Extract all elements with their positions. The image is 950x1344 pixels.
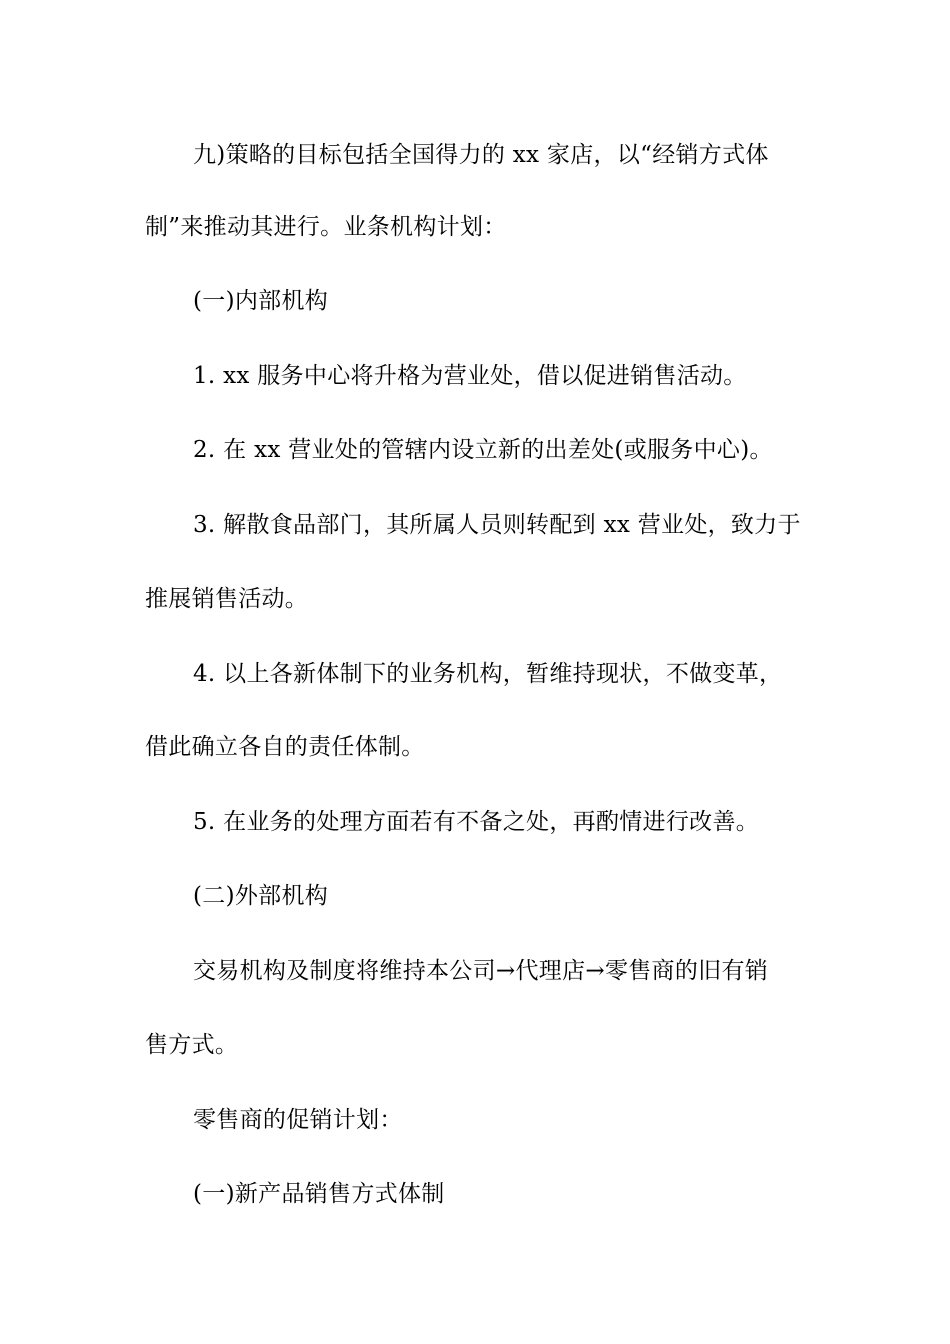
list-item-3-line-2: 推展销售活动。 <box>145 586 309 612</box>
heading-external-organization: (二)外部机构 <box>193 883 329 909</box>
list-item-1: 1. xx 服务中心将升格为营业处，借以促进销售活动。 <box>193 363 747 389</box>
heading-retailer-promotion: 零售商的促销计划： <box>193 1107 403 1133</box>
list-item-2: 2. 在 xx 营业处的管辖内设立新的出差处(或服务中心)。 <box>193 437 773 463</box>
paragraph-trade-line-2: 售方式。 <box>145 1032 239 1058</box>
list-item-4-line-1: 4. 以上各新体制下的业务机构，暂维持现状，不做变革， <box>193 661 783 687</box>
paragraph-trade-line-1: 交易机构及制度将维持本公司→代理店→零售商的旧有销 <box>193 958 769 984</box>
paragraph-strategy-line-1: 九)策略的目标包括全国得力的 xx 家店，以“经销方式体 <box>193 142 769 168</box>
list-item-3-line-1: 3. 解散食品部门，其所属人员则转配到 xx 营业处，致力于 <box>193 512 801 538</box>
list-item-5: 5. 在业务的处理方面若有不备之处，再酌情进行改善。 <box>193 809 760 835</box>
paragraph-strategy-line-2: 制”来推动其进行。业条机构计划： <box>145 214 507 240</box>
heading-internal-organization: (一)内部机构 <box>193 288 329 314</box>
heading-new-product-sales: (一)新产品销售方式体制 <box>193 1181 445 1207</box>
list-item-4-line-2: 借此确立各自的责任体制。 <box>145 734 425 760</box>
